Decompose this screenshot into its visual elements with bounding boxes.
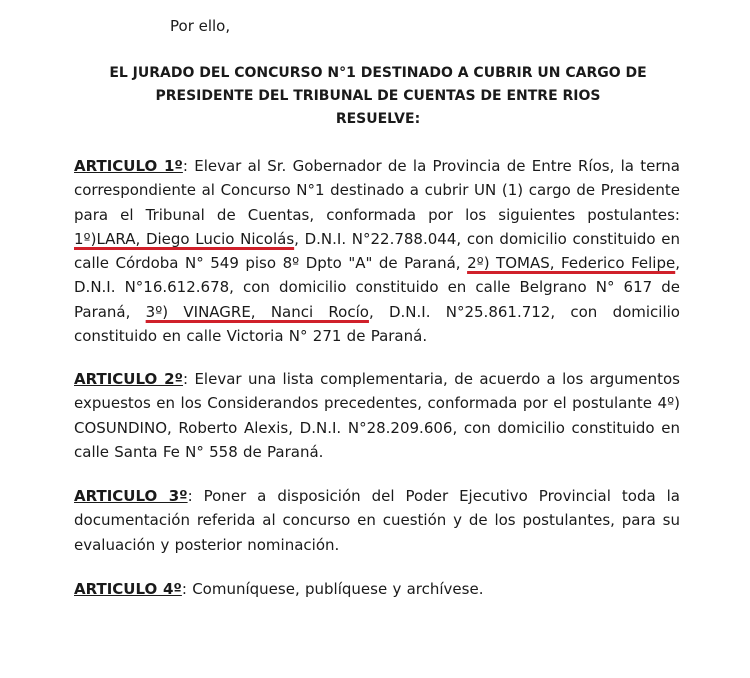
article-2 xyxy=(74,367,680,464)
article-1-text-a: : Elevar al Sr. Gobernador de la Provincia de Entre Ríos, la terna correspondiente al Concurso N°1 destinado a cubrir UN (1) cargo de Presidente para el Tribunal de Cuentas, conformada por los siguientes postulantes: xyxy=(74,157,680,224)
candidate-3-highlight: 3º) VINAGRE, Nanci Rocío xyxy=(145,302,369,321)
article-4 xyxy=(74,577,680,601)
article-3-label: ARTICULO 3º xyxy=(74,487,188,505)
intro-text: Por ello, xyxy=(170,17,231,35)
article-2-text: : Elevar una lista complementaria, de acuerdo a los argumentos expuestos en los Considerandos precedentes, conformada por el postulante 4º) COSUNDINO, Roberto Alexis, D.N.I. N°28.209.606, con domicilio constituido en calle Santa Fe N° 558 de Paraná. xyxy=(74,370,680,461)
article-3 xyxy=(74,484,680,557)
article-1-text-d: , D.N.I. N°25.861.712, con domicilio constituido en calle Victoria N° 271 de Paraná. xyxy=(74,302,680,346)
article-3-text: : Poner a disposición del Poder Ejecutivo Provincial toda la documentación referida al concurso en cuestión y de los postulantes, para su evaluación y posterior nominación. xyxy=(74,487,680,554)
article-2-label: ARTICULO 2º xyxy=(74,370,184,388)
article-1-label: ARTICULO 1º xyxy=(74,157,183,175)
heading-line-2: PRESIDENTE DEL TRIBUNAL DE CUENTAS DE ENTRE RIOS xyxy=(155,88,601,104)
heading-line-1: EL JURADO DEL CONCURSO N°1 DESTINADO A CUBRIR UN CARGO DE xyxy=(109,65,647,81)
resolution-heading xyxy=(60,62,696,131)
candidate-2-highlight: 2º) TOMAS, Federico Felipe xyxy=(467,254,676,273)
article-4-label: ARTICULO 4º xyxy=(74,580,182,598)
heading-line-3: RESUELVE: xyxy=(335,111,421,127)
candidate-1-highlight: 1º)LARA, Diego Lucio Nicolás xyxy=(74,229,295,248)
article-1-text-b: , D.N.I. N°22.788.044, con domicilio constituido en calle Córdoba N° 549 piso 8º Dpto "A" de Paraná, xyxy=(74,229,680,273)
article-1 xyxy=(74,154,680,348)
article-4-text: : Comuníquese, publíquese y archívese. xyxy=(181,580,484,598)
article-1-text-c: , D.N.I. N°16.612.678, con domicilio constituido en calle Belgrano N° 617 de Paraná, xyxy=(74,254,680,321)
